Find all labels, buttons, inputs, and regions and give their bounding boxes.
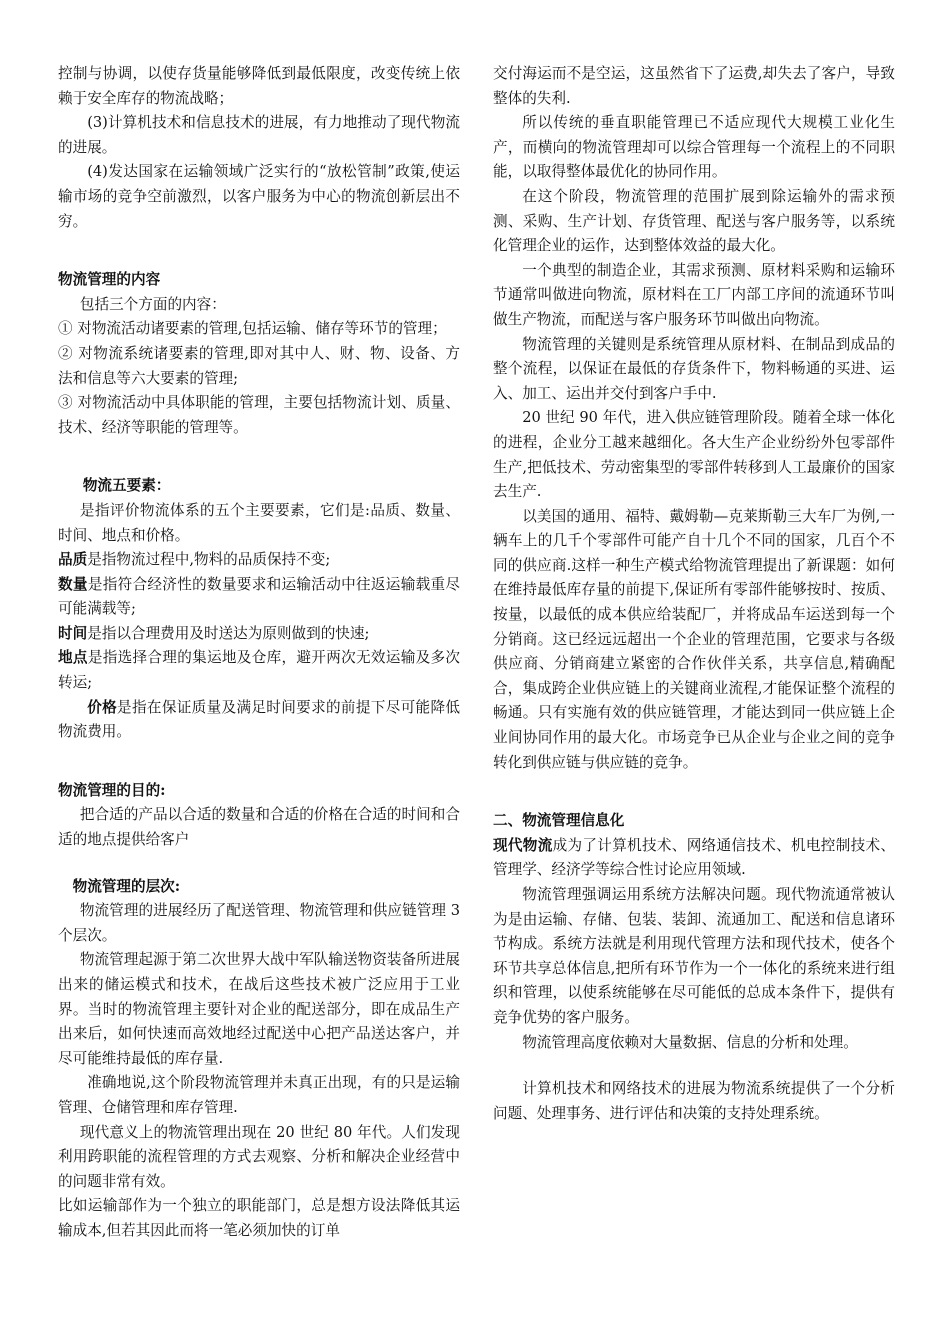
term-modern-logistics: 现代物流	[493, 836, 553, 854]
paragraph: 现代意义上的物流管理出现在 20 世纪 80 年代。人们发现利用跨职能的流程管理的方式去观察、分析和解决企业经营中的问题非常有效。	[58, 1123, 460, 1190]
term-place: 地点	[58, 649, 88, 667]
paragraph: 交付海运而不是空运，这虽然省下了运费,却失去了客户，导致整体的失利.	[493, 65, 895, 107]
definition-quality	[58, 548, 460, 573]
paragraph: 所以传统的垂直职能管理已不适应现代大规模工业化生产，而横向的物流管理却可以综合管理每一个流程上的不同职能，以取得整体最优化的协同作用。	[493, 114, 895, 181]
list-item: ① 对物流活动诸要素的管理,包括运输、储存等环节的管理；	[58, 320, 447, 338]
spacer	[493, 1055, 895, 1077]
definition-quantity	[58, 573, 460, 622]
paragraph: 计算机技术和网络技术的进展为物流系统提供了一个分析问题、处理事务、进行评估和决策的支持处理系统。	[493, 1080, 895, 1122]
definition-text: 是指选择合理的集运地及仓库，避开两次无效运输及多次转运;	[58, 649, 460, 692]
definition-price	[58, 696, 460, 745]
section-heading-levels: 物流管理的层次:	[72, 877, 181, 895]
term-time: 时间	[58, 624, 88, 642]
paragraph: 物流管理的关键则是系统管理从原材料、在制品到成品的整个流程，以保证在最低的存货条件下，物料畅通的买进、运入、加工、运出并交付到客户手中.	[493, 335, 895, 402]
paragraph: 把合适的产品以合适的数量和合适的价格在合适的时间和合适的地点提供给客户	[58, 806, 460, 849]
definition-text: 成为了计算机技术、网络通信技术、机电控制技术、管理学、经济学等综合性讨论应用领域.	[493, 836, 895, 879]
definition-text: 是指在保证质量及满足时间要求的前提下尽可能降低物流费用。	[58, 698, 460, 741]
definition-time	[58, 622, 460, 647]
section-heading-five-elements: 物流五要素：	[82, 477, 171, 495]
list-item: ③ 对物流活动中具体职能的管理，主要包括物流计划、质量、技术、经济等职能的管理等。	[58, 394, 460, 436]
paragraph: 比如运输部作为一个独立的职能部门，总是想方设法降低其运输成本,但若其因此而将一笔必须加快的订单	[58, 1197, 460, 1239]
paragraph: 在这个阶段，物流管理的范围扩展到除运输外的需求预测、采购、生产计划、存货管理、配送与客户服务等，以系统化管理企业的运作，达到整体效益的最大化。	[493, 187, 895, 255]
paragraph: 物流管理起源于第二次世界大战中军队输送物资装备所进展出来的储运模式和技术，在战后这些技术被广泛应用于工业界。当时的物流管理主要针对企业的配送部分，即在成品生产出来后，如何快速而高效地经过配送中心把产品送达客户，并尽可能维持最低的库存量.	[58, 951, 460, 1067]
paragraph: 准确地说,这个阶段物流管理并未真正出现，有的只是运输管理、仓储管理和库存管理.	[58, 1074, 460, 1116]
section-heading-informatization: 二、物流管理信息化	[493, 812, 625, 830]
list-item: ② 对物流系统诸要素的管理,即对其中人、财、物、设备、方法和信息等六大要素的管理;	[58, 344, 460, 387]
paragraph: 物流管理高度依赖对大量数据、信息的分析和处理。	[522, 1033, 858, 1051]
definition-text: 是指以合理费用及时送达为原则做到的快速;	[87, 624, 370, 642]
paragraph: 物流管理的进展经历了配送管理、物流管理和供应链管理 3 个层次。	[58, 902, 460, 944]
paragraph: 以美国的通用、福特、戴姆勒—克莱斯勒三大车厂为例,一辆车上的几千个零部件可能产自十几个不同的国家，几百个不同的供应商.这样一种生产模式给物流管理提出了新课题：如何在维持最低库存量的前提下,保证所有零部件能够按时、按质、按量，以最低的成本供应给装配厂，并将成品车运送到每一个分销商。这已经远远超出一个企业的管理范围，它要求与各级供应商、分销商建立紧密的合作伙伴关系，共享信息,精确配合，集成跨企业供应链上的关键商业流程,才能保证整个流程的畅通。只有实施有效的供应链管理，才能达到同一供应链上企业间协同作用的最大化。市场竞争已从企业与企业之间的竞争转化到供应链与供应链的竞争。	[493, 507, 895, 771]
paragraph: 控制与协调，以使存货量能够降低到最低限度，改变传统上依赖于安全库存的物流战略；	[58, 65, 460, 107]
paragraph: 一个典型的制造企业，其需求预测、原材料采购和运输环节通常叫做进向物流，原材料在工厂内部工序间的流通环节叫做生产物流，而配送与客户服务环节叫做出向物流。	[493, 261, 895, 328]
paragraph: 20 世纪 90 年代，进入供应链管理阶段。随着全球一体化的进程，企业分工越来越细化。各大生产企业纷纷外包零部件生产,把低技术、劳动密集型的零部件转移到人工最廉价的国家去生产.	[493, 409, 895, 501]
left-column	[58, 62, 460, 1244]
section-heading-content: 物流管理的内容	[58, 271, 161, 289]
definition-place	[58, 646, 460, 695]
section-heading-goal: 物流管理的目的:	[58, 781, 166, 799]
paragraph: 是指评价物流体系的五个主要要素，它们是:品质、数量、时间、地点和价格。	[58, 501, 460, 544]
term-price: 价格	[87, 698, 118, 716]
definition-modern-logistics	[493, 834, 895, 883]
term-quantity: 数量	[58, 575, 88, 593]
paragraph: (3)计算机技术和信息技术的进展，有力地推动了现代物流的进展。	[58, 114, 460, 156]
paragraph: (4)发达国家在运输领域广泛实行的“放松管制”政策,使运输市场的竞争空前激烈，以客户服务为中心的物流创新层出不穷。	[58, 163, 460, 230]
definition-text: 是指符合经济性的数量要求和运输活动中往返运输载重尽可能满载等;	[58, 575, 460, 618]
term-quality: 品质	[58, 551, 88, 569]
paragraph: 物流管理强调运用系统方法解决问题。现代物流通常被认为是由运输、存储、包装、装卸、流通加工、配送和信息诸环节构成。系统方法就是利用现代管理方法和现代技术，使各个环节共享总体信息,把所有环节作为一个一体化的系统来进行组织和管理，以使系统能够在尽可能低的总成本条件下，提供有竞争优势的客户服务。	[493, 886, 895, 1026]
definition-text: 是指物流过程中,物料的品质保持不变;	[87, 551, 331, 569]
paragraph: 包括三个方面的内容：	[79, 295, 226, 313]
right-column	[493, 62, 895, 1126]
